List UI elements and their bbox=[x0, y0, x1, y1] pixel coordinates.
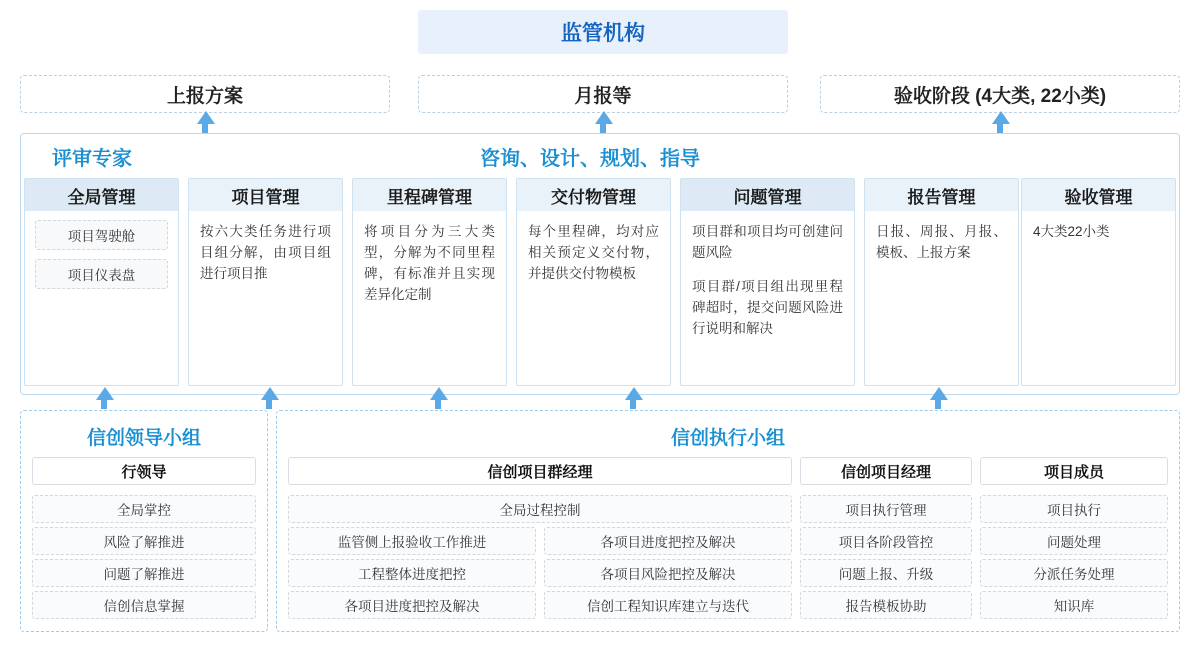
program-manager-cell[interactable]: 监管侧上报验收工作推进 bbox=[288, 527, 536, 555]
pill-project-cockpit[interactable]: 项目驾驶舱 bbox=[35, 220, 168, 250]
program-manager-cell[interactable]: 信创工程知识库建立与迭代 bbox=[544, 591, 792, 619]
module-column-issue-management[interactable] bbox=[680, 178, 855, 386]
column-title: 报告管理 bbox=[865, 179, 1018, 211]
column-title: 交付物管理 bbox=[517, 179, 670, 211]
column-body bbox=[681, 211, 854, 349]
column-paragraph: 项目群/项目组出现里程碑超时，提交问题风险进行说明和解决 bbox=[692, 279, 843, 336]
column-paragraph: 4大类22小类 bbox=[1033, 224, 1110, 239]
program-manager-cell[interactable]: 各项目进度把控及解决 bbox=[288, 591, 536, 619]
column-paragraph: 每个里程碑，均对应相关预定义交付物，并提供交付物模板 bbox=[528, 224, 659, 281]
arrow-stem-monthly bbox=[600, 124, 606, 133]
project-member-header-cell: 项目成员 bbox=[980, 457, 1168, 485]
leadership-group-title: 信创领导小组 bbox=[86, 428, 201, 449]
arrow-up-b3-icon bbox=[430, 387, 448, 400]
column-body bbox=[353, 211, 506, 315]
report-box-monthly: 月报等 bbox=[418, 75, 788, 113]
project-manager-cell[interactable]: 项目各阶段管控 bbox=[800, 527, 972, 555]
program-manager-cell[interactable]: 各项目进度把控及解决 bbox=[544, 527, 792, 555]
project-member-cell[interactable]: 项目执行 bbox=[980, 495, 1168, 523]
arrow-up-b2-icon bbox=[261, 387, 279, 400]
module-column-project-management[interactable] bbox=[188, 178, 343, 386]
program-manager-cell[interactable]: 各项目风险把控及解决 bbox=[544, 559, 792, 587]
program-manager-span-cell[interactable]: 全局过程控制 bbox=[288, 495, 792, 523]
leadership-cell[interactable]: 问题了解推进 bbox=[32, 559, 256, 587]
arrow-up-b5-icon bbox=[930, 387, 948, 400]
column-paragraph: 日报、周报、月报、模板、上报方案 bbox=[876, 224, 1007, 260]
column-title: 问题管理 bbox=[681, 179, 854, 211]
arrow-up-plan-icon bbox=[197, 111, 215, 124]
column-paragraph: 将项目分为三大类型，分解为不同里程碑，有标准并且实现差异化定制 bbox=[364, 224, 495, 302]
arrow-stem-b5 bbox=[935, 400, 941, 409]
leadership-cell[interactable]: 风险了解推进 bbox=[32, 527, 256, 555]
project-manager-header-cell: 信创项目经理 bbox=[800, 457, 972, 485]
middle-head-consulting: 咨询、设计、规划、指导 bbox=[480, 148, 700, 170]
arrow-up-acceptance-icon bbox=[992, 111, 1010, 124]
column-paragraph: 项目群和项目均可创建问题风险 bbox=[692, 224, 843, 260]
column-body bbox=[189, 211, 342, 294]
column-title: 里程碑管理 bbox=[353, 179, 506, 211]
column-paragraph: 按六大类任务进行项目组分解，由项目组进行项目推 bbox=[200, 224, 331, 281]
leadership-header-cell: 行领导 bbox=[32, 457, 256, 485]
column-body bbox=[517, 211, 670, 294]
module-column-milestone-management[interactable] bbox=[352, 178, 507, 386]
arrow-stem-b3 bbox=[435, 400, 441, 409]
project-manager-cell[interactable]: 项目执行管理 bbox=[800, 495, 972, 523]
arrow-stem-acceptance bbox=[997, 124, 1003, 133]
report-box-acceptance: 验收阶段 (4大类, 22小类) bbox=[820, 75, 1180, 113]
module-column-acceptance-management[interactable] bbox=[1021, 178, 1176, 386]
pill-project-dashboard[interactable]: 项目仪表盘 bbox=[35, 259, 168, 289]
arrow-up-monthly-icon bbox=[595, 111, 613, 124]
arrow-stem-b2 bbox=[266, 400, 272, 409]
arrow-stem-b1 bbox=[101, 400, 107, 409]
project-member-cell[interactable]: 分派任务处理 bbox=[980, 559, 1168, 587]
report-box-plan: 上报方案 bbox=[20, 75, 390, 113]
project-member-cell[interactable]: 知识库 bbox=[980, 591, 1168, 619]
column-body bbox=[865, 211, 1018, 273]
arrow-up-b4-icon bbox=[625, 387, 643, 400]
project-manager-cell[interactable]: 问题上报、升级 bbox=[800, 559, 972, 587]
arrow-stem-plan bbox=[202, 124, 208, 133]
module-column-global-management[interactable] bbox=[24, 178, 179, 386]
module-column-deliverable-management[interactable] bbox=[516, 178, 671, 386]
middle-head-review-experts: 评审专家 bbox=[52, 148, 132, 170]
program-manager-header-cell: 信创项目群经理 bbox=[288, 457, 792, 485]
project-member-cell[interactable]: 问题处理 bbox=[980, 527, 1168, 555]
column-title: 验收管理 bbox=[1022, 179, 1175, 211]
column-body bbox=[1022, 211, 1175, 252]
column-title: 项目管理 bbox=[189, 179, 342, 211]
execution-group-title: 信创执行小组 bbox=[670, 428, 785, 449]
project-manager-cell[interactable]: 报告模板协助 bbox=[800, 591, 972, 619]
leadership-cell[interactable]: 全局掌控 bbox=[32, 495, 256, 523]
module-column-report-management[interactable] bbox=[864, 178, 1019, 386]
top-title-box: 监管机构 bbox=[418, 10, 788, 54]
column-title: 全局管理 bbox=[25, 179, 178, 211]
arrow-up-b1-icon bbox=[96, 387, 114, 400]
arrow-stem-b4 bbox=[630, 400, 636, 409]
leadership-cell[interactable]: 信创信息掌握 bbox=[32, 591, 256, 619]
program-manager-cell[interactable]: 工程整体进度把控 bbox=[288, 559, 536, 587]
